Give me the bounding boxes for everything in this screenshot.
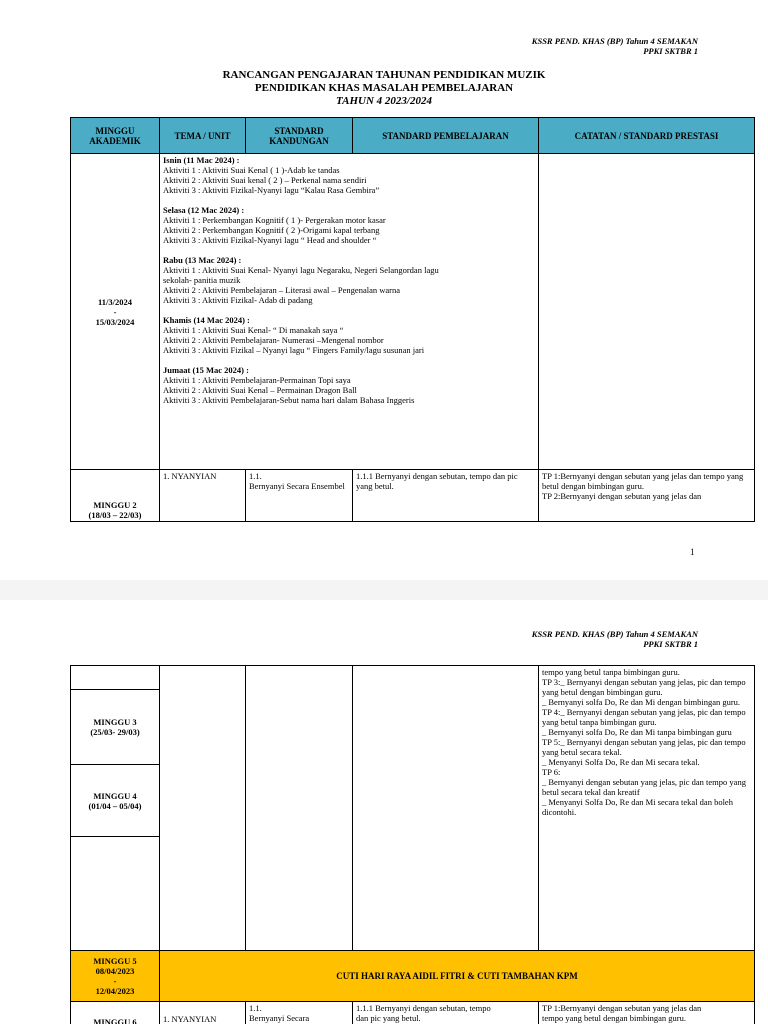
activity-line: Aktiviti 3 : Aktiviti Fizikal-Nyanyi lagu “ Head and shoulder “ <box>163 235 377 245</box>
catatan-line: _ Bernyanyi dengan sebutan yang jelas, pic dan tempo yang betul secara tekal dan kreatif <box>542 777 746 797</box>
table-row-week6 <box>71 1002 755 1024</box>
week6-sk-text: Bernyanyi Secara <box>249 1013 310 1023</box>
week5-start: 08/04/2023 <box>95 966 135 976</box>
day-block <box>163 365 535 405</box>
catatan-line: TP 4:_ Bernyanyi dengan sebutan yang jelas, pic dan tempo yang betul tanpa bimbingan guru. <box>542 707 746 727</box>
activity-line: Aktiviti 1 : Aktiviti Suai Kenal ( 1 )-Adab ke tandas <box>163 165 340 175</box>
catatan-line: _ Menyanyi Solfa Do, Re dan Mi secara tekal. <box>542 757 700 767</box>
week4-dates: (01/04 – 05/04) <box>88 800 142 811</box>
day-heading: Jumaat (15 Mac 2024) : <box>163 365 249 375</box>
activity-line: Aktiviti 3 : Aktiviti Fizikal-Nyanyi lagu “Kalau Rasa Gembira” <box>163 185 380 195</box>
week6-tema: 1. NYANYIAN <box>160 1002 246 1024</box>
week2-dates: (18/03 – 22/03) <box>88 510 142 520</box>
activity-line: Aktiviti 2 : Aktiviti Pembelajaran- Numerasi –Mengenal nombor <box>163 335 384 345</box>
running-header <box>532 36 698 56</box>
catatan-line: _ Bernyanyi solfa Do, Re dan Mi dengan bimbingan guru. <box>542 697 741 707</box>
week2-sk-code: 1.1. <box>249 471 262 481</box>
table-header-row <box>71 118 755 154</box>
cont-sp <box>353 666 539 951</box>
day-heading: Khamis (14 Mac 2024) : <box>163 315 250 325</box>
header-line-1: KSSR PEND. KHAS (BP) Tahun 4 SEMAKAN <box>531 36 698 46</box>
week1-dash: - <box>113 306 117 317</box>
title-line-3: TAHUN 4 2023/2024 <box>336 95 432 107</box>
catatan-line: TP 5:_ Bernyanyi dengan sebutan yang jelas, pic dan tempo yang betul secara tekal. <box>542 737 746 757</box>
col-standard-kandungan: STANDARD KANDUNGAN <box>246 118 353 154</box>
catatan-line: _ Bernyanyi solfa Do, Re dan Mi tanpa bimbingan guru <box>542 727 732 737</box>
week6-tp1-a: TP 1:Bernyanyi dengan sebutan yang jelas dan <box>542 1003 702 1013</box>
week3-dates: (25/03- 29/03) <box>90 727 140 737</box>
activity-line: Aktiviti 2 : Perkembangan Kognitif ( 2 )-Origami kapal terbang <box>163 225 380 235</box>
cont-catatan <box>539 666 755 951</box>
activity-line: Aktiviti 2 : Aktiviti Pembelajaran – Literasi awal – Pengenalan warna <box>163 285 400 295</box>
week2-title: MINGGU 2 <box>93 500 137 510</box>
col-minggu: MINGGU AKADEMIK <box>71 118 160 154</box>
week1-label <box>71 154 160 470</box>
week6-label: MINGGU 6 <box>71 1002 160 1024</box>
week3-label <box>71 690 160 765</box>
week3-title: MINGGU 3 <box>93 717 137 727</box>
catatan-line: TP 6: <box>542 767 561 777</box>
catatan-line: TP 3:_ Bernyanyi dengan sebutan yang jelas, pic dan tempo yang betul dengan bimbingan guru. <box>542 677 746 697</box>
day-block <box>163 315 535 355</box>
table-row-week2 <box>71 470 755 522</box>
week2-tp2: TP 2:Bernyanyi dengan sebutan yang jelas dan <box>542 491 702 501</box>
week1-catatan <box>539 154 755 470</box>
day-block <box>163 155 535 195</box>
week5-end: 12/04/2023 <box>95 986 135 996</box>
week6-sp-line1: 1.1.1 Bernyanyi dengan sebutan, tempo <box>356 1003 491 1013</box>
activity-line: Aktiviti 1 : Aktiviti Pembelajaran-Permainan Topi saya <box>163 375 351 385</box>
title-line-1: RANCANGAN PENGAJARAN TAHUNAN PENDIDIKAN MUZIK <box>222 69 546 81</box>
cont-tema <box>160 666 246 951</box>
activity-line: Aktiviti 3 : Aktiviti Pembelajaran-Sebut nama hari dalam Bahasa Inggeris <box>163 395 415 405</box>
cont-sk <box>246 666 353 951</box>
activity-line: Aktiviti 1 : Aktiviti Suai Kenal- “ Di manakah saya “ <box>163 325 344 335</box>
week6-sp <box>353 1002 539 1024</box>
col-tema: TEMA / UNIT <box>160 118 246 154</box>
week5-dash: - <box>113 976 117 986</box>
page-gap <box>0 580 768 600</box>
week5-title: MINGGU 5 <box>93 956 137 966</box>
activity-line: Aktiviti 2 : Aktiviti Suai kenal ( 2 ) – Perkenal nama sendiri <box>163 175 367 185</box>
table-row-cont <box>71 666 755 690</box>
header-line-2: PPKI SKTBR 1 <box>643 46 698 56</box>
week2-tema: 1. NYANYIAN <box>160 470 246 522</box>
plan-table-continued <box>70 665 755 1024</box>
week1-activities <box>160 154 539 470</box>
day-block <box>163 255 535 305</box>
header2-line-1: KSSR PEND. KHAS (BP) Tahun 4 SEMAKAN <box>531 629 698 639</box>
day-heading: Selasa (12 Mac 2024) : <box>163 205 245 215</box>
activity-line: Aktiviti 3 : Aktiviti Fizikal- Adab di padang <box>163 295 313 305</box>
table-row-week1 <box>71 154 755 470</box>
activity-line: Aktiviti 1 : Perkembangan Kognitif ( 1 )- Pergerakan motor kasar <box>163 215 386 225</box>
activity-line: Aktiviti 1 : Aktiviti Suai Kenal- Nyanyi lagu Negaraku, Negeri Selangordan lagu <box>163 265 439 275</box>
catatan-line: _ Menyanyi Solfa Do, Re dan Mi secara tekal dan boleh dicontohi. <box>542 797 733 817</box>
week2-catatan <box>539 470 755 522</box>
week6-catatan <box>539 1002 755 1024</box>
week1-date-start: 11/3/2024 <box>97 296 132 307</box>
activity-line: sekolah- panitia muzik <box>163 275 241 285</box>
page-2 <box>0 600 768 1024</box>
week2-label <box>71 470 160 522</box>
activity-line: Aktiviti 2 : Aktiviti Suai Kenal – Permainan Dragon Ball <box>163 385 357 395</box>
running-header-2 <box>532 629 698 649</box>
title-line-2: PENDIDIKAN KHAS MASALAH PEMBELAJARAN <box>254 82 514 94</box>
header2-line-2: PPKI SKTBR 1 <box>643 639 698 649</box>
week6-sk-code: 1.1. <box>249 1003 262 1013</box>
week2-sk-text: Bernyanyi Secara Ensembel <box>249 481 345 491</box>
week6-sp-line2: dan pic yang betul. <box>356 1013 421 1023</box>
catatan-line: tempo yang betul tanpa bimbingan guru. <box>542 667 680 677</box>
week2-sp: 1.1.1 Bernyanyi dengan sebutan, tempo dan pic yang betul. <box>353 470 539 522</box>
col-standard-pembelajaran: STANDARD PEMBELAJARAN <box>353 118 539 154</box>
day-heading: Rabu (13 Mac 2024) : <box>163 255 242 265</box>
week2-sk <box>246 470 353 522</box>
activity-line: Aktiviti 3 : Aktiviti Fizikal – Nyanyi lagu “ Fingers Family/lagu susunan jari <box>163 345 425 355</box>
document-title <box>0 69 768 108</box>
week6-tp1-b: tempo yang betul dengan bimbingan guru. <box>542 1013 686 1023</box>
page-number: 1 <box>690 547 695 557</box>
col-catatan: CATATAN / STANDARD PRESTASI <box>539 118 755 154</box>
holiday-banner: CUTI HARI RAYA AIDIL FITRI & CUTI TAMBAHAN KPM <box>160 951 755 1002</box>
week2-tp1: TP 1:Bernyanyi dengan sebutan yang jelas dan tempo yang betul dengan bimbingan guru. <box>542 471 744 491</box>
blank-week-cell <box>71 837 160 951</box>
week4-title: MINGGU 4 <box>93 790 137 801</box>
table-row-week5 <box>71 951 755 1002</box>
week4-label <box>71 765 160 837</box>
day-block <box>163 205 535 245</box>
week1-date-end: 15/03/2024 <box>95 316 135 327</box>
week6-sk <box>246 1002 353 1024</box>
day-heading: Isnin (11 Mac 2024) : <box>163 155 240 165</box>
week5-label <box>71 951 160 1002</box>
plan-table <box>70 117 755 522</box>
cont-week-cell <box>71 666 160 690</box>
